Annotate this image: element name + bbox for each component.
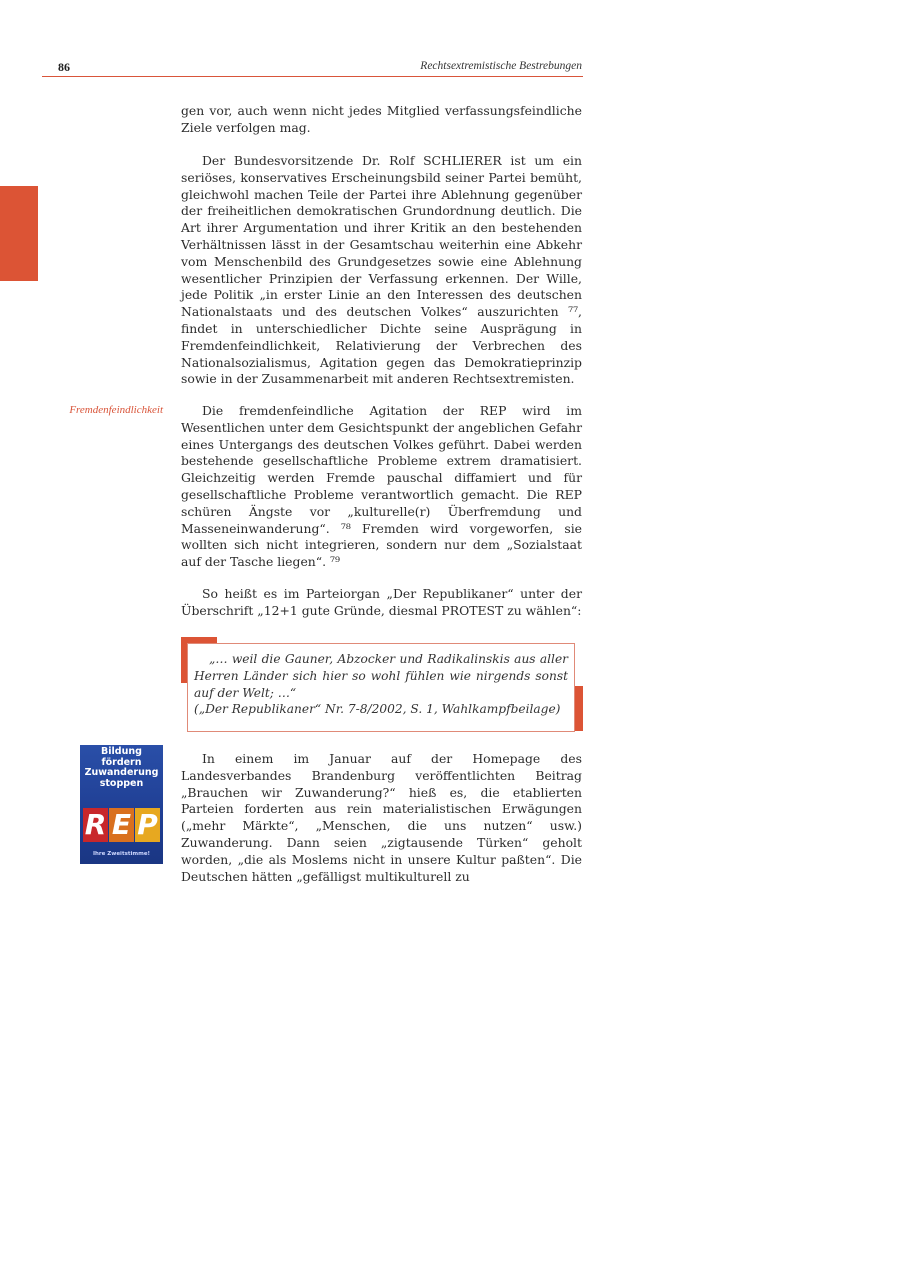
slogan-line: Zuwanderung <box>84 767 159 778</box>
paragraph-text: So heißt es im Parteiorgan „Der Republikaner“ unter der Überschrift „12+1 gute Gründe, diesmal PROTEST zu wählen“: <box>181 586 582 618</box>
logo-letter: P <box>135 808 160 842</box>
paragraph-text: In einem im Januar auf der Homepage des Landesverbandes Brandenburg veröffentlichten Beitrag „Brauchen wir Zuwanderung?“ hieß es, die etablierten Parteien forderten aus rein materialistischen Erwägungen („mehr Märkte“, „Menschen, die uns nutzen“ usw.) Zuwanderung. Dann seien „zigtausende Türken“ geholt worden, „die als Moslems nicht in unsere Kultur paßten“. Die Deutschen hätten „gefälligst multikulturell zu <box>181 751 582 884</box>
logo-letter: E <box>109 808 134 842</box>
slogan-line: stoppen <box>99 777 144 789</box>
paragraph-text: Der Bundesvorsitzende Dr. Rolf SCHLIERER ist um ein seriöses, konservatives Erscheinungsbild seiner Partei bemüht, gleichwohl machen Teile der Partei ihre Ablehnung gegenüber der freiheitlichen demokratischen Grundordnung deutlich. Die Art ihrer Argumentation und ihrer Kritik an den bestehenden Verhältnissen lässt in der Gesamtschau weiterhin eine Abkehr vom Menschenbild des Grundgesetzes sowie eine Ablehnung wesentlicher Prinzipien der Verfassung erkennen. Der Wille, jede Politik „in erster Linie an den Interessen des deutschen Nationalstaats und des deutschen Volkes“ auszurichten ⁷⁷, findet in unterschiedlicher Dichte seine Ausprägung in Fremdenfeindlichkeit, Relativierung der Verbrechen des Nationalsozialismus, Agitation gegen das Demokratieprinzip sowie in der Zusammenarbeit mit anderen Rechtsextremisten. <box>181 153 582 387</box>
margin-note-fremdenfeindlichkeit: Fremdenfeindlichkeit <box>69 404 163 416</box>
running-header-title: Rechtsextremistische Bestrebungen <box>420 60 582 72</box>
quote-box <box>187 643 575 732</box>
header-rule <box>42 76 583 77</box>
body-paragraph-brandenburg <box>181 751 582 885</box>
paragraph-text: Die fremdenfeindliche Agitation der REP wird im Wesentlichen unter dem Gesichtspunkt der angeblichen Gefahr eines Untergangs des deutschen Volkes geführt. Dabei werden bestehende gesellschaftliche Probleme extrem dramatisiert. Gleichzeitig werden Fremde pauschal diffamiert und für gesellschaftliche Probleme verantwortlich gemacht. Die REP schüren Ängste vor „kulturelle(r) Überfremdung und Masseneinwanderung“. ⁷⁸ Fremden wird vorgeworfen, sie wollten sich nicht integrieren, sondern nur dem „Sozialstaat auf der Tasche liegen“. ⁷⁹ <box>181 403 582 570</box>
slogan-line: Bildung <box>101 746 142 757</box>
body-paragraph-continuation <box>181 103 582 137</box>
poster-slogan <box>80 747 163 789</box>
body-paragraph-agitation <box>181 403 582 571</box>
body-paragraph-parteiorgan <box>181 586 582 620</box>
body-paragraph-schlierer <box>181 153 582 388</box>
chapter-side-tab <box>0 186 38 281</box>
quote-text: „… weil die Gauner, Abzocker und Radikalinskis aus aller Herren Länder sich hier so wohl fühlen wie nirgends sonst auf der Welt; …“ <box>194 652 568 700</box>
paragraph-text: gen vor, auch wenn nicht jedes Mitglied verfassungsfeindliche Ziele verfolgen mag. <box>181 103 582 135</box>
logo-letter: R <box>84 808 107 841</box>
page-number: 86 <box>58 60 70 74</box>
slogan-line: fördern <box>101 756 142 768</box>
poster-footer: Ihre Zweitstimme! <box>92 851 151 857</box>
rep-poster-image <box>80 745 163 864</box>
rep-logo <box>83 808 160 842</box>
quote-source: („Der Republikaner“ Nr. 7-8/2002, S. 1, Wahlkampfbeilage) <box>194 702 561 717</box>
